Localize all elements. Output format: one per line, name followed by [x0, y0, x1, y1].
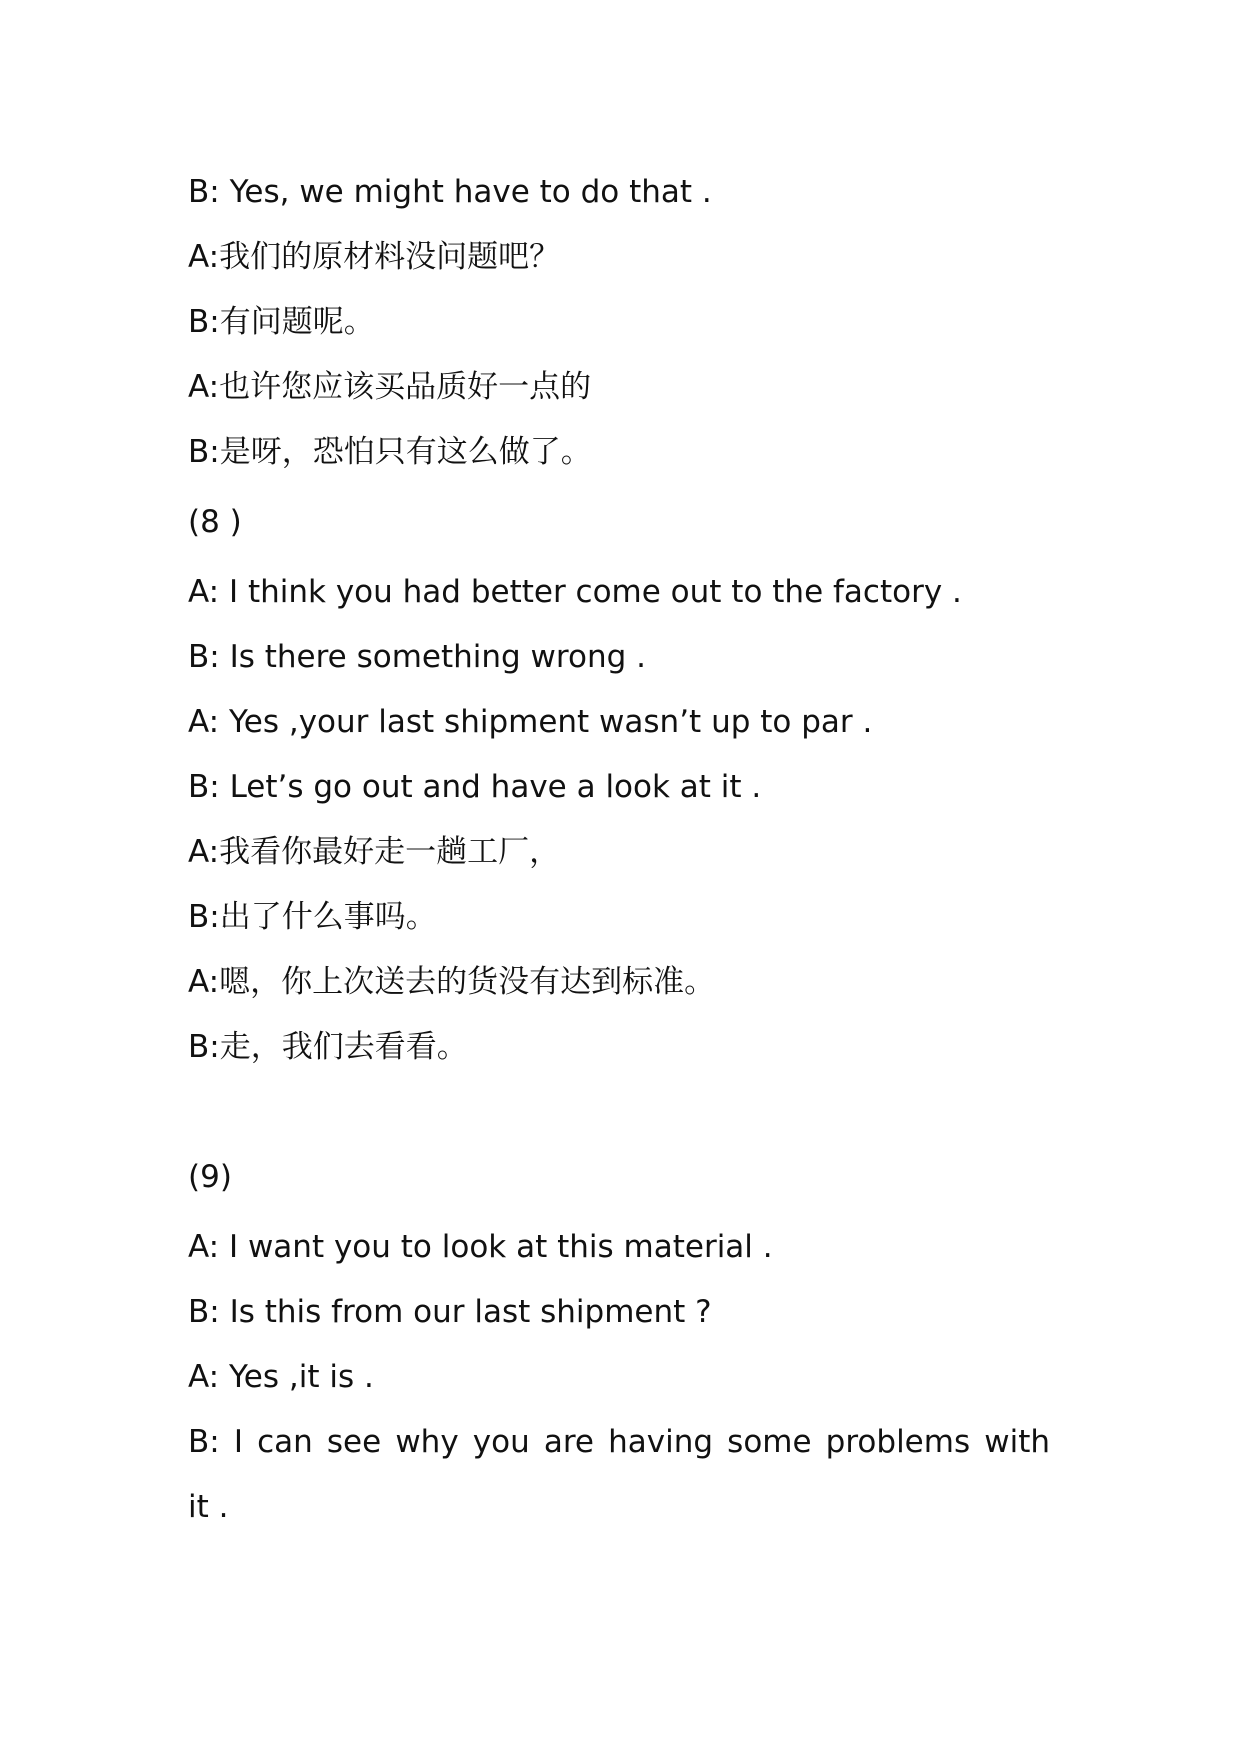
section-heading-9: (9): [188, 1159, 232, 1195]
dialogue-line-continuation: it .: [188, 1489, 229, 1525]
dialogue-line: B:是呀，恐怕只有这么做了。: [188, 434, 592, 470]
section-spacer: [188, 1080, 1050, 1140]
dialogue-line: B: Is this from our last shipment ?: [188, 1294, 712, 1330]
dialogue-line: B:走，我们去看看。: [188, 1029, 468, 1065]
dialogue-line: B: Let’s go out and have a look at it .: [188, 769, 762, 805]
dialogue-line: A: I think you had better come out to the factory .: [188, 574, 962, 610]
dialogue-line: B: Yes, we might have to do that .: [188, 174, 712, 210]
dialogue-line-wrapped: B: I can see why you are having some problems with: [188, 1424, 1050, 1460]
dialogue-line: B:有问题呢。: [188, 304, 375, 340]
dialogue-line: A:我看你最好走一趟工厂，: [188, 834, 561, 870]
dialogue-line: A: Yes ,it is .: [188, 1359, 374, 1395]
dialogue-line: A:嗯，你上次送去的货没有达到标准。: [188, 964, 716, 1000]
dialogue-line: A:也许您应该买品质好一点的: [188, 369, 592, 405]
dialogue-line: A: Yes ,your last shipment wasn’t up to par .: [188, 704, 873, 740]
dialogue-content: [188, 160, 1050, 1540]
dialogue-line: A:我们的原材料没问题吧？: [188, 239, 561, 275]
dialogue-line: B: Is there something wrong .: [188, 639, 646, 675]
section-heading-8: (8 ): [188, 504, 242, 540]
dialogue-line: A: I want you to look at this material .: [188, 1229, 773, 1265]
dialogue-line: B:出了什么事吗。: [188, 899, 437, 935]
